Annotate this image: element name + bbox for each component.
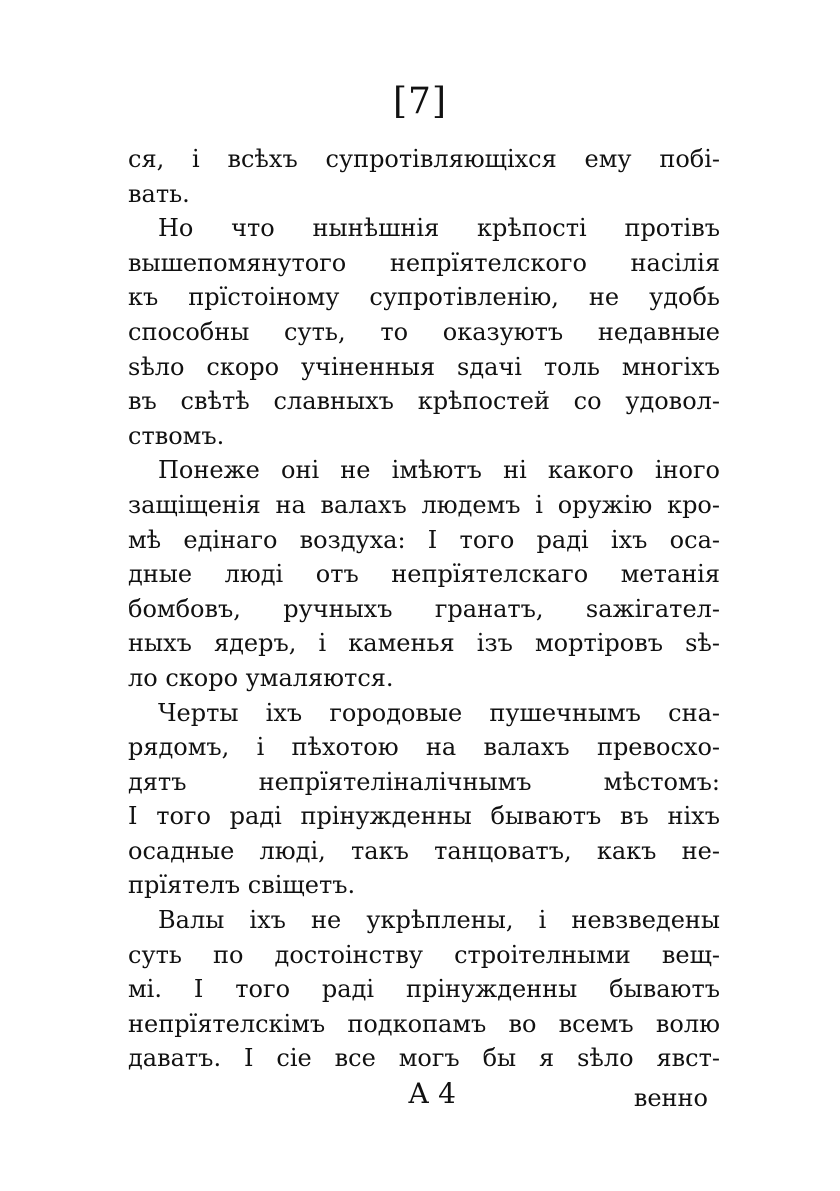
text-line: ѕѣло скоро учіненныя ѕдачі толь многіхъ — [128, 352, 720, 381]
text-line: Понеже оні не імѣютъ ні какого іного — [158, 456, 720, 485]
text-line: бомбовъ, ручныхъ гранатъ, ѕажігател- — [128, 594, 720, 623]
text-line: ло скоро умаляются. — [128, 663, 394, 692]
text-line: мі. І того раді прінужденны бываютъ — [128, 975, 720, 1004]
text-line: Черты іхъ городовые пушечнымъ сна- — [158, 698, 720, 727]
text-line: дятъ непрїятеліналічнымъ мѣстомъ: — [128, 767, 720, 796]
body-text — [128, 142, 720, 1076]
text-line: осадные люді, такъ танцоватъ, какъ не- — [128, 836, 720, 865]
signature-mark: А 4 — [408, 1077, 456, 1110]
text-line: мѣ едінаго воздуха: І того раді іхъ оса- — [128, 525, 720, 554]
text-line: вать. — [128, 179, 190, 208]
text-line: рядомъ, і пѣхотою на валахъ превосхо- — [128, 733, 720, 762]
text-line: суть по достоінству строітелными вещ- — [128, 940, 720, 969]
text-line: прїятелъ свіщетъ. — [128, 871, 356, 900]
text-line: ныхъ ядеръ, і каменья ізъ мортіровъ ѕѣ- — [128, 629, 720, 658]
catchword: венно — [633, 1084, 708, 1112]
text-line: къ прїстоіному супротівленію, не удобь — [128, 283, 720, 312]
text-line: даватъ. І сіе все могъ бы я ѕѣло явст- — [128, 1044, 720, 1073]
text-line: Валы іхъ не укрѣплены, і невзведены — [158, 906, 720, 935]
text-line: защіщенія на валахъ людемъ і оружію кро- — [128, 490, 720, 519]
text-line: въ свѣтѣ славныхъ крѣпостей со удовол- — [128, 387, 720, 416]
text-line: вышепомянутого непрїятелского насілія — [128, 248, 720, 277]
text-line: Но что нынѣшнія крѣпості протівъ — [158, 214, 720, 243]
text-line: І того раді прінужденны бываютъ въ ніхъ — [128, 802, 720, 831]
text-line: дные люді отъ непрїятелскаго метанія — [128, 560, 720, 589]
page-footer — [128, 1074, 720, 1114]
text-line: ся, і всѣхъ супротівляющіхся ему побі- — [128, 145, 720, 173]
text-line: ствомъ. — [128, 421, 225, 450]
text-line: непрїятелскімъ подкопамъ во всемъ волю — [128, 1009, 720, 1038]
page-number: [7] — [393, 81, 447, 122]
text-line: способны суть, то оказуютъ недавные — [128, 317, 720, 346]
